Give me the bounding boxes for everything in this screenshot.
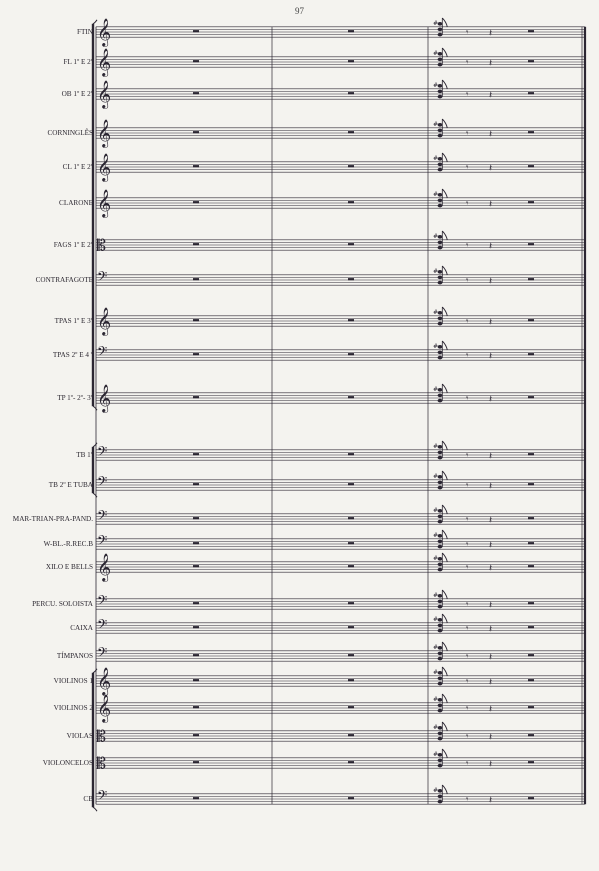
eighth-rest: 𝄾	[466, 394, 469, 404]
quarter-rest: 𝄽	[489, 241, 493, 252]
note-head	[438, 356, 443, 360]
quarter-rest: 𝄽	[489, 58, 493, 69]
note-head	[438, 193, 443, 197]
eighth-rest: 𝄾	[466, 351, 469, 361]
sharp-sign: #	[433, 616, 439, 623]
note-head	[438, 652, 443, 656]
note-head	[438, 63, 443, 67]
sharp-sign: #	[433, 592, 439, 599]
note-head	[438, 246, 443, 250]
note-head	[438, 168, 443, 172]
note-head	[438, 22, 443, 26]
note-flag	[442, 189, 447, 198]
instrument-label-ftin: FTIN	[77, 28, 93, 36]
whole-rest	[193, 565, 199, 567]
whole-rest	[348, 243, 354, 245]
eighth-rest: 𝄾	[466, 163, 469, 173]
sharp-sign: #	[433, 787, 439, 794]
half-rest	[528, 131, 534, 133]
note-flag	[442, 307, 447, 316]
sharp-sign: #	[433, 343, 439, 350]
note-head	[438, 726, 443, 730]
sharp-sign: #	[433, 309, 439, 316]
whole-rest	[348, 278, 354, 280]
note-head	[438, 486, 443, 490]
note-head	[438, 509, 443, 513]
note-head	[438, 709, 443, 713]
bass-clef: 𝄢	[97, 443, 108, 463]
note-flag	[442, 530, 447, 539]
sharp-sign: #	[433, 473, 439, 480]
whole-rest	[193, 542, 199, 544]
treble-clef: 𝄞	[97, 18, 112, 46]
note-head	[438, 475, 443, 479]
instrument-label-bassoons: FAGS 1º E 2º	[53, 241, 93, 249]
note-head	[438, 520, 443, 524]
whole-rest	[348, 734, 354, 736]
note-flag	[442, 642, 447, 651]
sharp-sign: #	[433, 155, 439, 162]
sharp-sign: #	[433, 751, 439, 758]
note-flag	[442, 590, 447, 599]
quarter-rest: 𝄽	[489, 795, 493, 806]
note-head	[438, 540, 443, 544]
sharp-sign: #	[433, 50, 439, 57]
treble-clef: 𝄞	[97, 80, 112, 108]
half-rest	[528, 602, 534, 604]
note-head	[438, 129, 443, 133]
note-head	[438, 481, 443, 485]
note-head	[438, 84, 443, 88]
note-head	[438, 241, 443, 245]
whole-rest	[193, 734, 199, 736]
eighth-rest: 𝄾	[466, 481, 469, 491]
half-rest	[528, 734, 534, 736]
note-head	[438, 594, 443, 598]
eighth-rest: 𝄾	[466, 624, 469, 634]
eighth-rest: 𝄾	[466, 276, 469, 286]
note-head	[438, 394, 443, 398]
half-rest	[528, 243, 534, 245]
eighth-rest: 𝄾	[466, 317, 469, 327]
note-head	[438, 646, 443, 650]
whole-rest	[348, 542, 354, 544]
bass-clef: 𝄢	[97, 268, 108, 288]
note-head	[438, 90, 443, 94]
note-head	[438, 58, 443, 62]
instrument-label-timpani: TÍMPANOS	[56, 652, 93, 660]
eighth-rest: 𝄾	[466, 199, 469, 209]
quarter-rest: 𝄽	[489, 600, 493, 611]
note-head	[438, 657, 443, 661]
instrument-label-cellos: VIOLONCELOS	[42, 759, 93, 767]
eighth-rest: 𝄾	[466, 540, 469, 550]
half-rest	[528, 201, 534, 203]
eighth-rest: 𝄾	[466, 58, 469, 68]
note-head	[438, 235, 443, 239]
note-head	[438, 545, 443, 549]
quarter-rest: 𝄽	[489, 563, 493, 574]
half-rest	[528, 761, 534, 763]
note-head	[438, 671, 443, 675]
sharp-sign: #	[433, 20, 439, 27]
sharp-sign: #	[433, 233, 439, 240]
eighth-rest: 𝄾	[466, 652, 469, 662]
note-flag	[442, 722, 447, 731]
note-head	[438, 515, 443, 519]
note-head	[438, 281, 443, 285]
whole-rest	[348, 679, 354, 681]
note-head	[438, 28, 443, 32]
instrument-label-flutes: FL 1º E 2º	[63, 58, 93, 66]
note-flag	[442, 119, 447, 128]
instrument-label-horns-1-3: TPAS 1º E 3º	[54, 317, 93, 325]
quarter-rest: 𝄽	[489, 759, 493, 770]
eighth-rest: 𝄾	[466, 563, 469, 573]
note-flag	[442, 553, 447, 562]
quarter-rest: 𝄽	[489, 481, 493, 492]
whole-rest	[193, 278, 199, 280]
instrument-label-trombone-1: TB 1º	[76, 451, 93, 459]
quarter-rest: 𝄽	[489, 351, 493, 362]
bass-clef: 𝄢	[97, 616, 108, 636]
instrument-label-double-basses: CB	[83, 795, 93, 803]
note-head	[438, 682, 443, 686]
half-rest	[528, 92, 534, 94]
treble-clef: 𝄞	[97, 48, 112, 76]
half-rest	[528, 278, 534, 280]
note-flag	[442, 614, 447, 623]
note-head	[438, 157, 443, 161]
strings-bracket-bottom	[93, 807, 97, 811]
eighth-rest: 𝄾	[466, 451, 469, 461]
whole-rest	[193, 30, 199, 32]
whole-rest	[193, 92, 199, 94]
whole-rest	[193, 517, 199, 519]
note-flag	[442, 749, 447, 758]
note-flag	[442, 471, 447, 480]
instrument-label-snare: CAIXA	[70, 624, 93, 632]
note-flag	[442, 384, 447, 393]
note-flag	[442, 18, 447, 27]
whole-rest	[348, 396, 354, 398]
whole-rest	[348, 706, 354, 708]
note-flag	[442, 785, 447, 794]
eighth-rest: 𝄾	[466, 600, 469, 610]
eighth-rest: 𝄾	[466, 732, 469, 742]
half-rest	[528, 396, 534, 398]
note-head	[438, 753, 443, 757]
whole-rest	[193, 654, 199, 656]
sharp-sign: #	[433, 724, 439, 731]
note-head	[438, 95, 443, 99]
quarter-rest: 𝄽	[489, 129, 493, 140]
whole-rest	[193, 679, 199, 681]
note-flag	[442, 231, 447, 240]
half-rest	[528, 654, 534, 656]
note-head	[438, 704, 443, 708]
quarter-rest: 𝄽	[489, 276, 493, 287]
bass-clef: 𝄢	[97, 644, 108, 664]
note-head	[438, 795, 443, 799]
note-head	[438, 557, 443, 561]
whole-rest	[348, 565, 354, 567]
quarter-rest: 𝄽	[489, 451, 493, 462]
sharp-sign: #	[433, 121, 439, 128]
note-flag	[442, 266, 447, 275]
whole-rest	[348, 60, 354, 62]
note-head	[438, 270, 443, 274]
instrument-label-xylophone-bells: XILO E BELLS	[45, 563, 93, 571]
whole-rest	[348, 602, 354, 604]
eighth-rest: 𝄾	[466, 759, 469, 769]
note-head	[438, 677, 443, 681]
note-head	[438, 134, 443, 138]
note-head	[438, 163, 443, 167]
note-flag	[442, 694, 447, 703]
note-head	[438, 732, 443, 736]
note-head	[438, 345, 443, 349]
page-number: 97	[295, 6, 304, 16]
whole-rest	[193, 602, 199, 604]
eighth-rest: 𝄾	[466, 704, 469, 714]
whole-rest	[348, 201, 354, 203]
eighth-rest: 𝄾	[466, 795, 469, 805]
whole-rest	[348, 517, 354, 519]
whole-rest	[348, 626, 354, 628]
eighth-rest: 𝄾	[466, 241, 469, 251]
instrument-label-bass-clarinet: CLARONE	[59, 199, 93, 207]
note-head	[438, 322, 443, 326]
quarter-rest: 𝄽	[489, 515, 493, 526]
whole-rest	[348, 92, 354, 94]
whole-rest	[193, 453, 199, 455]
note-head	[438, 456, 443, 460]
note-head	[438, 800, 443, 804]
note-head	[438, 737, 443, 741]
sharp-sign: #	[433, 191, 439, 198]
half-rest	[528, 706, 534, 708]
note-head	[438, 33, 443, 37]
half-rest	[528, 483, 534, 485]
sharp-sign: #	[433, 268, 439, 275]
whole-rest	[193, 396, 199, 398]
note-head	[438, 698, 443, 702]
note-head	[438, 624, 443, 628]
treble-clef: 𝄞	[97, 189, 112, 217]
treble-clef: 𝄞	[97, 667, 112, 695]
instrument-label-clarinets: CL 1º E 2º	[62, 163, 93, 171]
quarter-rest: 𝄽	[489, 677, 493, 688]
treble-clef: 𝄞	[97, 384, 112, 412]
sharp-sign: #	[433, 669, 439, 676]
note-head	[438, 534, 443, 538]
whole-rest	[348, 483, 354, 485]
instrument-label-violins-2: VIOLINOS 2	[53, 704, 93, 712]
instrument-label-horns-2-4: TPAS 2º E 4 º	[52, 351, 93, 359]
note-head	[438, 789, 443, 793]
half-rest	[528, 565, 534, 567]
quarter-rest: 𝄽	[489, 199, 493, 210]
sharp-sign: #	[433, 443, 439, 450]
whole-rest	[348, 453, 354, 455]
instrument-label-contrabassoon: CONTRAFAGOTE	[35, 276, 93, 284]
bass-clef: 𝄢	[97, 592, 108, 612]
note-flag	[442, 80, 447, 89]
bass-clef: 𝄢	[97, 787, 108, 807]
quarter-rest: 𝄽	[489, 624, 493, 635]
note-head	[438, 317, 443, 321]
eighth-rest: 𝄾	[466, 515, 469, 525]
note-head	[438, 388, 443, 392]
half-rest	[528, 165, 534, 167]
sharp-sign: #	[433, 696, 439, 703]
bass-clef: 𝄢	[97, 507, 108, 527]
quarter-rest: 𝄽	[489, 28, 493, 39]
half-rest	[528, 517, 534, 519]
note-head	[438, 568, 443, 572]
half-rest	[528, 679, 534, 681]
whole-rest	[193, 483, 199, 485]
alto-clef: 𝄡	[97, 726, 106, 746]
whole-rest	[193, 626, 199, 628]
note-flag	[442, 48, 447, 57]
note-head	[438, 563, 443, 567]
treble-clef: 𝄞	[97, 119, 112, 147]
half-rest	[528, 453, 534, 455]
whole-rest	[348, 761, 354, 763]
half-rest	[528, 353, 534, 355]
sharp-sign: #	[433, 532, 439, 539]
half-rest	[528, 626, 534, 628]
whole-rest	[348, 654, 354, 656]
note-flag	[442, 441, 447, 450]
whole-rest	[193, 761, 199, 763]
quarter-rest: 𝄽	[489, 540, 493, 551]
sharp-sign: #	[433, 507, 439, 514]
half-rest	[528, 319, 534, 321]
instrument-label-violas: VIOLAS	[66, 732, 93, 740]
bass-clef: 𝄢	[97, 532, 108, 552]
instrument-label-woodblock: W-BL.-R.REC.B	[43, 540, 93, 548]
instrument-label-trumpets: TP 1º- 2º- 3º	[57, 394, 93, 402]
whole-rest	[348, 30, 354, 32]
note-head	[438, 199, 443, 203]
note-head	[438, 351, 443, 355]
quarter-rest: 𝄽	[489, 652, 493, 663]
half-rest	[528, 542, 534, 544]
note-flag	[442, 341, 447, 350]
instrument-label-oboes: OB 1º E 2º	[61, 90, 93, 98]
treble-clef: 𝄞	[97, 307, 112, 335]
note-flag	[442, 667, 447, 676]
quarter-rest: 𝄽	[489, 732, 493, 743]
whole-rest	[193, 319, 199, 321]
whole-rest	[193, 706, 199, 708]
whole-rest	[348, 165, 354, 167]
alto-clef: 𝄡	[97, 753, 106, 773]
whole-rest	[193, 201, 199, 203]
note-head	[438, 759, 443, 763]
note-head	[438, 618, 443, 622]
whole-rest	[193, 797, 199, 799]
note-head	[438, 451, 443, 455]
quarter-rest: 𝄽	[489, 394, 493, 405]
note-head	[438, 52, 443, 56]
note-head	[438, 311, 443, 315]
whole-rest	[348, 319, 354, 321]
whole-rest	[348, 353, 354, 355]
bass-clef: 𝄢	[97, 473, 108, 493]
sharp-sign: #	[433, 644, 439, 651]
instrument-label-solo-percussion: PERCU. SOLOISTA	[32, 600, 93, 608]
instrument-label-trombone-2-tuba: TB 2º E TUBA	[48, 481, 93, 489]
alto-clef: 𝄡	[97, 235, 106, 255]
instrument-label-percussion-misc: MAR-TRIAN-PRA-PAND.	[12, 515, 93, 523]
bass-clef: 𝄢	[97, 343, 108, 363]
whole-rest	[193, 353, 199, 355]
eighth-rest: 𝄾	[466, 677, 469, 687]
note-head	[438, 445, 443, 449]
treble-clef: 𝄞	[97, 694, 112, 722]
sharp-sign: #	[433, 386, 439, 393]
quarter-rest: 𝄽	[489, 90, 493, 101]
note-head	[438, 764, 443, 768]
half-rest	[528, 60, 534, 62]
note-flag	[442, 505, 447, 514]
whole-rest	[193, 60, 199, 62]
eighth-rest: 𝄾	[466, 28, 469, 38]
eighth-rest: 𝄾	[466, 90, 469, 100]
note-head	[438, 204, 443, 208]
treble-clef: 𝄞	[97, 153, 112, 181]
treble-clef: 𝄞	[97, 553, 112, 581]
note-head	[438, 600, 443, 604]
quarter-rest: 𝄽	[489, 163, 493, 174]
note-head	[438, 123, 443, 127]
note-flag	[442, 153, 447, 162]
note-head	[438, 399, 443, 403]
quarter-rest: 𝄽	[489, 704, 493, 715]
eighth-rest: 𝄾	[466, 129, 469, 139]
whole-rest	[193, 243, 199, 245]
note-head	[438, 605, 443, 609]
instrument-label-cor-anglais: CORNINGLÊS	[47, 129, 93, 137]
note-head	[438, 276, 443, 280]
whole-rest	[348, 797, 354, 799]
whole-rest	[348, 131, 354, 133]
note-head	[438, 629, 443, 633]
whole-rest	[193, 165, 199, 167]
sharp-sign: #	[433, 555, 439, 562]
quarter-rest: 𝄽	[489, 317, 493, 328]
sharp-sign: #	[433, 82, 439, 89]
whole-rest	[193, 131, 199, 133]
half-rest	[528, 30, 534, 32]
instrument-label-violins-1: VIOLINOS 1	[53, 677, 93, 685]
half-rest	[528, 797, 534, 799]
